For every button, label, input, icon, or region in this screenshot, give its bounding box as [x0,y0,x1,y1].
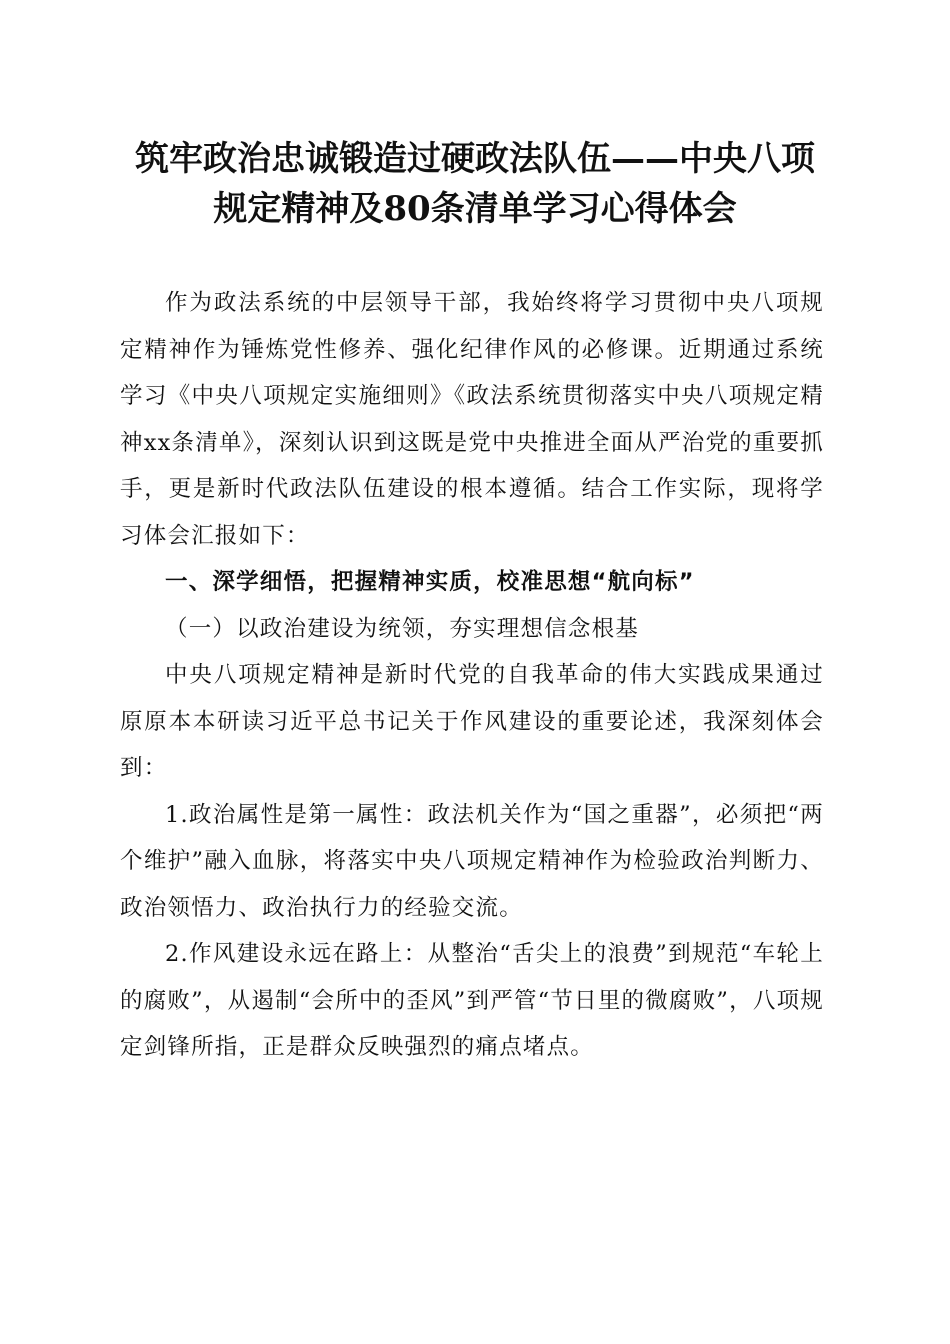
subsection-1-heading: （一）以政治建设为统领，夯实理想信念根基 [165,615,640,642]
title-line-1: 筑牢政治忠诚锻造过硬政法队伍——中央八项 [135,139,815,179]
intro-paragraph: 作为政法系统的中层领导干部，我始终将学习贯彻中央八项规定精神作为锤炼党性修养、强化纪律作风的必修课。近期通过系统学习《中央八项规定实施细则》《政法系统贯彻落实中央八项规定精神xx条清单》，深刻认识到这既是党中央推进全面从严治党的重要抓手，更是新时代政法队伍建设的根本遵循。结合工作实际，现将学习体会汇报如下： [120,290,824,549]
document-body [120,280,824,1071]
document-title [100,134,850,234]
point-2-paragraph: 2.作风建设永远在路上：从整治“舌尖上的浪费”到规范“车轮上的腐败”，从遏制“会所中的歪风”到严管“节日里的微腐败”，八项规定剑锋所指，正是群众反映强烈的痛点堵点。 [120,941,824,1060]
paragraph-2: 中央八项规定精神是新时代党的自我革命的伟大实践成果通过原原本本研读习近平总书记关于作风建设的重要论述，我深刻体会到： [120,662,824,781]
section-1-heading: 一、深学细悟，把握精神实质，校准思想“航向标” [165,569,695,595]
point-1-paragraph: 1.政治属性是第一属性：政法机关作为“国之重器”，必须把“两个维护”融入血脉，将落实中央八项规定精神作为检验政治判断力、政治领悟力、政治执行力的经验交流。 [120,801,824,921]
title-line-2: 规定精神及80条清单学习心得体会 [213,189,737,229]
